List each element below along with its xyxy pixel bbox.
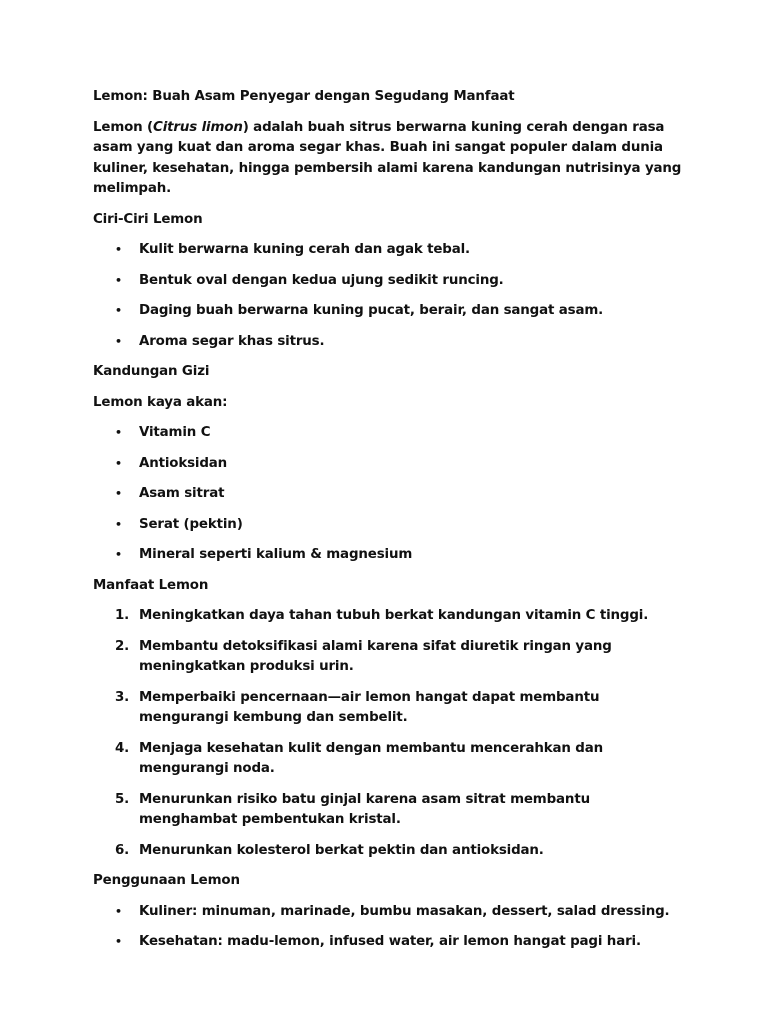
ciri-list-item: [93, 271, 683, 292]
list-item-text: Asam sitrat: [139, 486, 225, 501]
manfaat-list-item: [93, 688, 683, 729]
gizi-list-item: [93, 423, 683, 444]
manfaat-list-item: [93, 841, 683, 862]
manfaat-list: [93, 606, 683, 861]
list-item-text: Menjaga kesehatan kulit dengan membantu mencerahkan dan mengurangi noda.: [139, 740, 603, 776]
gizi-list-item: [93, 545, 683, 566]
bullet-icon: •: [115, 904, 122, 918]
list-item-text: Menurunkan kolesterol berkat pektin dan antioksidan.: [139, 842, 544, 858]
intro-latin-name: Citrus limon: [153, 119, 243, 135]
penggunaan-list: [93, 902, 683, 953]
list-item-text: Kuliner: minuman, marinade, bumbu masakan, dessert, salad dressing.: [139, 903, 670, 919]
section-heading-manfaat: Manfaat Lemon: [93, 577, 209, 593]
ciri-list-item: [93, 301, 683, 322]
list-item-text: Serat (pektin): [139, 516, 243, 532]
intro-text-after: ) adalah buah sitrus berwarna kuning cerah dengan rasa asam yang kuat dan aroma segar khas. Buah ini sangat populer dalam dunia kuliner, kesehatan, hingga pembersih alami karena kandungan nutrisinya yang melimpah.: [93, 119, 682, 196]
bullet-icon: •: [115, 517, 122, 531]
ciri-list-item: [93, 240, 683, 261]
bullet-icon: •: [115, 243, 122, 256]
list-item-text: Aroma segar khas sitrus.: [139, 333, 325, 349]
ciri-list-item: [93, 332, 683, 353]
manfaat-list-item: [93, 790, 683, 831]
manfaat-list-item: [93, 637, 683, 678]
list-item-text: Daging buah berwarna kuning pucat, berair, dan sangat asam.: [139, 303, 604, 318]
list-item-text: Menurunkan risiko batu ginjal karena asam sitrat membantu menghambat pembentukan kristal.: [139, 791, 590, 827]
list-number: 2.: [115, 638, 130, 654]
ciri-list: [93, 240, 683, 352]
bullet-icon: •: [115, 548, 122, 561]
list-number: 3.: [115, 689, 130, 705]
manfaat-list-item: [93, 739, 683, 780]
bullet-icon: •: [115, 426, 122, 439]
section-heading-ciri: Ciri-Ciri Lemon: [93, 211, 203, 227]
list-item-text: Kulit berwarna kuning cerah dan agak tebal.: [139, 242, 470, 257]
gizi-list-item: [93, 454, 683, 475]
list-item-text: Memperbaiki pencernaan—air lemon hangat dapat membantu mengurangi kembung dan sembelit.: [139, 689, 600, 725]
bullet-icon: •: [115, 935, 122, 948]
list-item-text: Bentuk oval dengan kedua ujung sedikit runcing.: [139, 272, 504, 288]
list-number: 4.: [115, 740, 130, 756]
document-title: Lemon: Buah Asam Penyegar dengan Segudang Manfaat: [93, 89, 515, 104]
list-item-text: Mineral seperti kalium & magnesium: [139, 547, 413, 562]
section-heading-penggunaan: Penggunaan Lemon: [93, 873, 240, 888]
manfaat-list-item: [93, 606, 683, 627]
gizi-list-item: [93, 484, 683, 505]
gizi-lead: Lemon kaya akan:: [93, 394, 228, 410]
list-item-text: Vitamin C: [139, 425, 211, 440]
document-page: [93, 87, 683, 963]
gizi-list-item: [93, 515, 683, 536]
bullet-icon: •: [115, 456, 122, 470]
list-number: 6.: [115, 842, 130, 858]
list-item-text: Kesehatan: madu-lemon, infused water, air lemon hangat pagi hari.: [139, 934, 641, 949]
bullet-icon: •: [115, 487, 122, 500]
gizi-list: [93, 423, 683, 566]
bullet-icon: •: [115, 273, 122, 287]
section-heading-gizi: Kandungan Gizi: [93, 364, 210, 379]
penggunaan-list-item: [93, 902, 683, 923]
list-item-text: Membantu detoksifikasi alami karena sifat diuretik ringan yang meningkatkan produksi urin.: [139, 638, 612, 674]
list-number: 5.: [115, 791, 130, 807]
list-item-text: Antioksidan: [139, 455, 228, 471]
bullet-icon: •: [115, 334, 122, 348]
penggunaan-list-item: [93, 932, 683, 953]
list-number: 1.: [115, 608, 130, 623]
bullet-icon: •: [115, 304, 122, 317]
intro-paragraph: [93, 118, 683, 200]
intro-text-before: Lemon (: [93, 119, 154, 135]
list-item-text: Meningkatkan daya tahan tubuh berkat kandungan vitamin C tinggi.: [139, 608, 649, 623]
